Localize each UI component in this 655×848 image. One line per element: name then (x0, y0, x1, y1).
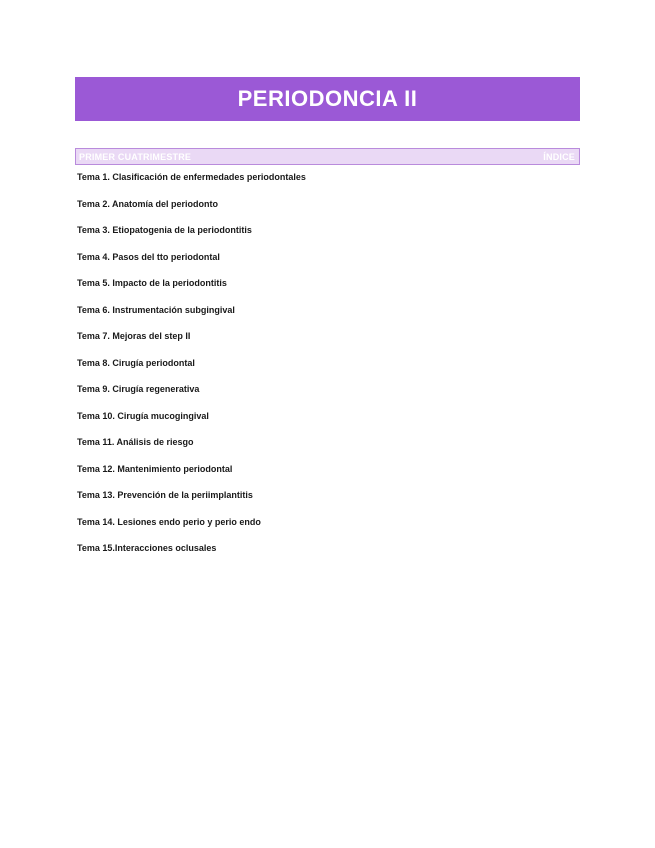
topic-item[interactable]: Tema 14. Lesiones endo perio y perio endo (77, 516, 261, 527)
topic-item[interactable]: Tema 3. Etiopatogenia de la periodontitis (77, 225, 252, 235)
topic-item[interactable]: Tema 8. Cirugía periodontal (77, 357, 195, 368)
index-link[interactable]: ÍNDICE (543, 151, 575, 162)
topic-item[interactable]: Tema 1. Clasificación de enfermedades periodontales (77, 172, 306, 182)
section-label: PRIMER CUATRIMESTRE (79, 151, 192, 162)
topic-item[interactable]: Tema 9. Cirugía regenerativa (77, 384, 200, 394)
topic-item[interactable]: Tema 13. Prevención de la periimplantitis (77, 490, 253, 500)
topic-item[interactable]: Tema 12. Mantenimiento periodontal (77, 463, 233, 474)
topic-item[interactable]: Tema 15.Interacciones oclusales (77, 543, 217, 553)
page-title: PERIODONCIA II (237, 86, 418, 111)
title-banner (75, 77, 580, 121)
topic-item[interactable]: Tema 11. Análisis de riesgo (77, 437, 194, 447)
topic-item[interactable]: Tema 10. Cirugía mucogingival (77, 410, 209, 421)
topic-item[interactable]: Tema 5. Impacto de la periodontitis (77, 278, 227, 288)
topic-item[interactable]: Tema 7. Mejoras del step II (77, 331, 191, 341)
topic-list (77, 170, 306, 568)
topic-item[interactable]: Tema 6. Instrumentación subgingival (77, 304, 235, 315)
topic-item[interactable]: Tema 4. Pasos del tto periodontal (77, 251, 220, 262)
section-header-bar (75, 148, 580, 165)
topic-item[interactable]: Tema 2. Anatomía del periodonto (77, 198, 219, 209)
